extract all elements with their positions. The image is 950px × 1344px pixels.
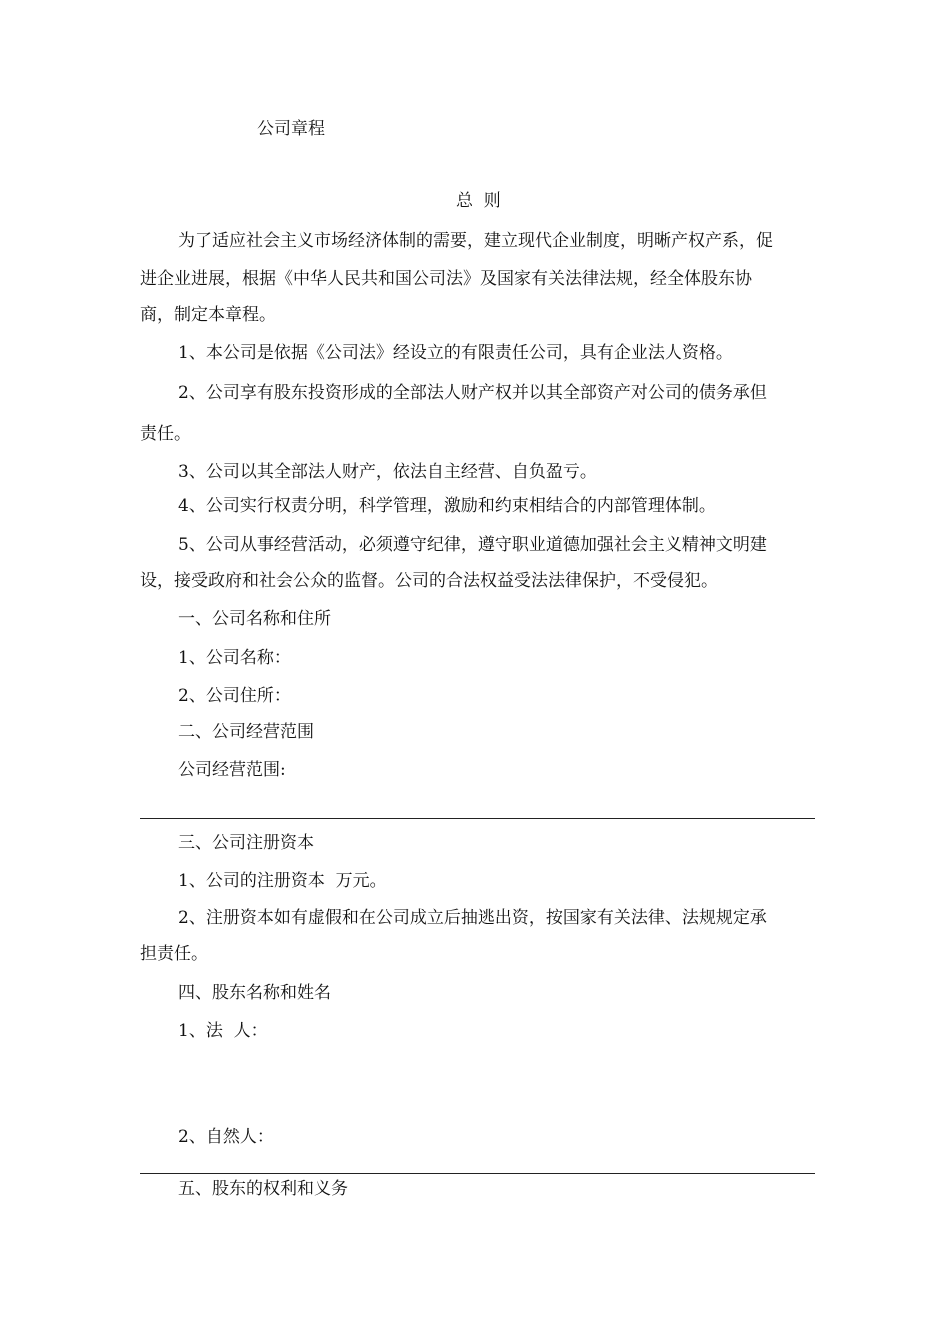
- general-article-2-line-1: 2、公司享有股东投资形成的全部法人财产权并以其全部资产对公司的债务承但: [178, 383, 767, 403]
- company-address-label: 2、公司住所：: [178, 686, 291, 706]
- fill-in-rule-scope: [140, 818, 815, 819]
- section-4-heading: 四、股东名称和姓名: [178, 983, 331, 1003]
- general-article-5-line-2: 设，接受政府和社会公众的监督。公司的合法权益受法法律保护，不受侵犯。: [140, 571, 718, 591]
- capital-liability-line-1: 2、注册资本如有虚假和在公司成立后抽逃出资，按国家有关法律、法规规定承: [178, 908, 767, 928]
- general-article-2-line-2: 责任。: [140, 424, 191, 444]
- fill-in-rule-shareholders: [140, 1173, 815, 1174]
- capital-liability-line-2: 担责任。: [140, 944, 208, 964]
- general-article-4: 4、公司实行权责分明，科学管理，激励和约束相结合的内部管理体制。: [178, 496, 716, 516]
- registered-capital-item: 1、公司的注册资本 万元。: [178, 871, 387, 891]
- preamble-line-1: 为了适应社会主义市场经济体制的需要，建立现代企业制度，明晰产权产系，促: [178, 231, 773, 251]
- section-2-heading: 二、公司经营范围: [178, 722, 314, 742]
- section-3-heading: 三、公司注册资本: [178, 833, 314, 853]
- natural-person-label: 2、自然人：: [178, 1127, 274, 1147]
- general-heading: 总 则: [456, 191, 501, 211]
- business-scope-label: 公司经营范围:: [178, 760, 286, 780]
- general-article-3: 3、公司以其全部法人财产，依法自主经营、自负盈亏。: [178, 462, 597, 482]
- general-article-5-line-1: 5、公司从事经营活动，必须遵守纪律，遵守职业道德加强社会主义精神文明建: [178, 535, 767, 555]
- section-1-heading: 一、公司名称和住所: [178, 609, 331, 629]
- general-article-1: 1、本公司是依据《公司法》经设立的有限责任公司，具有企业法人资格。: [178, 343, 733, 363]
- legal-person-label: 1、法 人：: [178, 1021, 268, 1041]
- preamble-line-2: 进企业进展，根据《中华人民共和国公司法》及国家有关法律法规，经全体股东协: [140, 269, 752, 289]
- preamble-line-3: 商，制定本章程。: [140, 305, 276, 325]
- section-5-heading: 五、股东的权利和义务: [178, 1179, 348, 1199]
- document-title: 公司章程: [257, 119, 325, 139]
- company-name-label: 1、公司名称：: [178, 648, 291, 668]
